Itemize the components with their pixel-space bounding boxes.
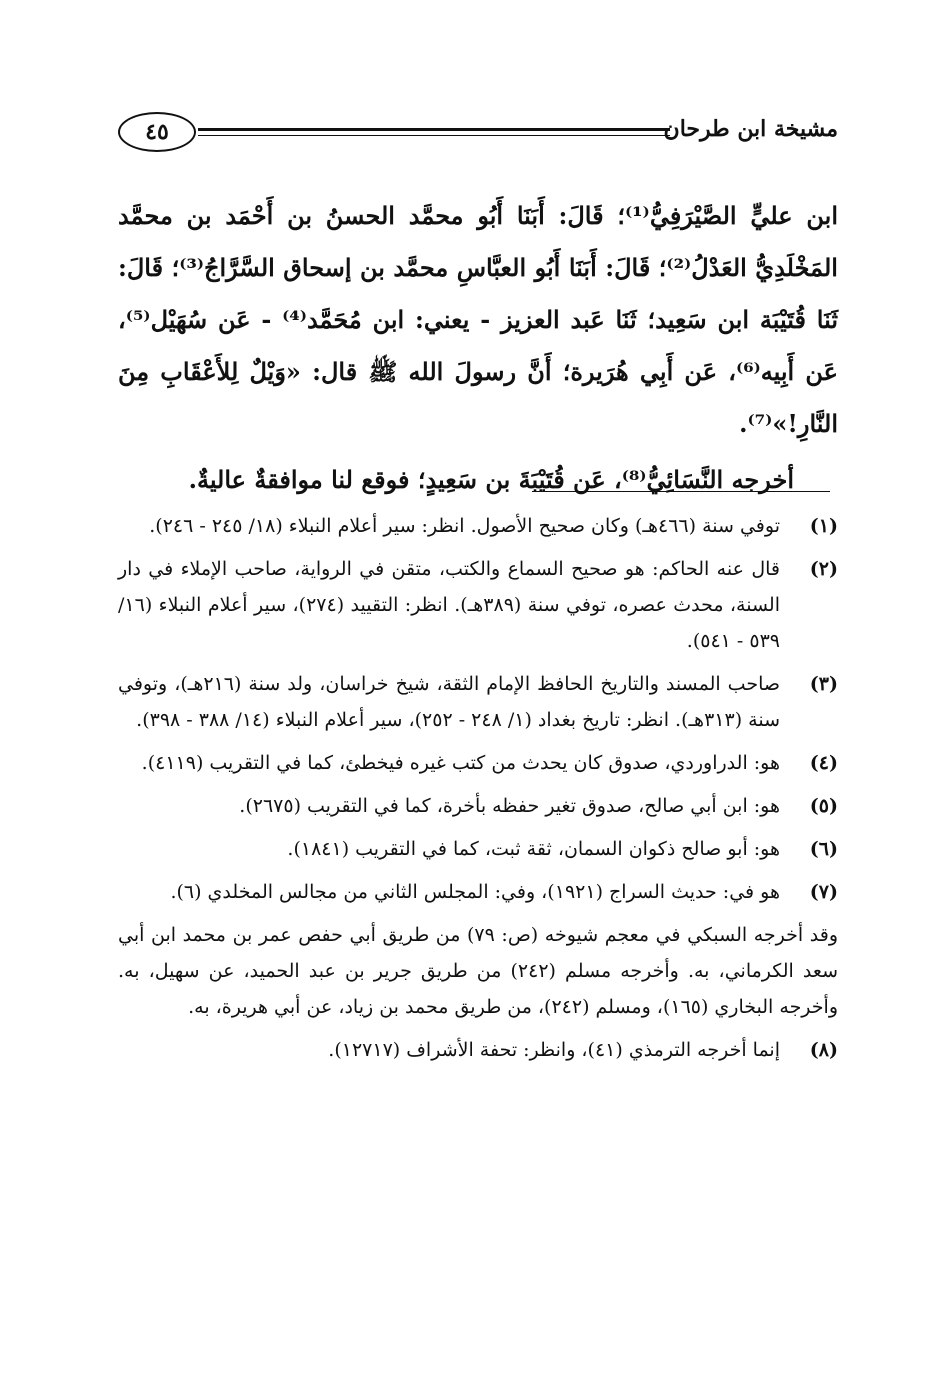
footnote-text: هو: أبو صالح ذكوان السمان، ثقة ثبت، كما في التقريب (١٨٤١). (287, 838, 780, 860)
main-paragraph-1: ابن عليٍّ الصَّيْرَفِيُّ⁽¹⁾؛ قَالَ: أَبَنَا أَبُو محمَّد الحسنُ بن أَحْمَد بن محمَّد المَخْلَدِيُّ العَدْلُ⁽²⁾؛ قَالَ: أَبَنَا أَبُو العبَّاسِ محمَّد بن إسحاق السَّرَّاجُ⁽³⁾؛ قَالَ: ثَنَا قُتَيْبَة ابن سَعِيد؛ ثَنَا عَبد العزيز - يعني: ابن مُحَمَّد⁽⁴⁾ - عَن سُهَيْل⁽⁵⁾، عَن أَبِيه⁽⁶⁾، عَن أَبِي هُرَيرة؛ أَنَّ رسولَ الله ﷺ قال: «وَيْلٌ لِلأَعْقَابِ مِنَ النَّارِ!»⁽⁷⁾. (118, 201, 839, 438)
footnote-6 (118, 831, 838, 867)
footnote-text: توفي سنة (٤٦٦هـ) وكان صحيح الأصول. انظر: سير أعلام النبلاء (١٨/ ٢٤٥ - ٢٤٦). (149, 515, 780, 537)
header-rule-thin (198, 135, 670, 136)
footnote-2 (118, 551, 838, 659)
footnote-1 (118, 508, 838, 544)
page-number-oval: ٤٥ (118, 112, 196, 152)
footnote-text: هو: الدراوردي، صدوق كان يحدث من كتب غيره فيخطئ، كما في التقريب (٤١١٩). (141, 752, 780, 774)
page-header (118, 112, 838, 158)
footnote-number: (٦) (809, 838, 838, 860)
footnote-7-continuation: وقد أخرجه السبكي في معجم شيوخه (ص: ٧٩) من طريق أبي حفص عمر بن محمد ابن أبي سعد الكرماني، به. وأخرجه مسلم (٢٤٢) من طريق جرير بن عبد الحميد، عن سهيل، به. وأخرجه البخاري (١٦٥)، ومسلم (٢٤٢)، من طريق محمد بن زياد، عن أبي هريرة، به. (118, 924, 838, 1018)
footnote-3 (118, 666, 838, 738)
footnote-5 (118, 788, 838, 824)
footnote-8 (118, 1032, 838, 1068)
main-paragraph-2: أخرجه النَّسَائِيُّ⁽⁸⁾، عَن قُتَيْبَةَ بن سَعِيدٍ؛ فوقع لنا موافقةٌ عاليةٌ. (188, 465, 794, 494)
book-title: مشيخة ابن طرحان (663, 116, 838, 142)
footnote-7 (118, 874, 838, 910)
footnote-number: (١) (809, 515, 838, 537)
footnote-number: (٤) (809, 752, 838, 774)
footnote-text: قال عنه الحاكم: هو صحيح السماع والكتب، متقن في الرواية، صاحب الإملاء في دار السنة، محدث عصره، توفي سنة (٣٨٩هـ). انظر: التقييد (٢٧٤)، سير أعلام النبلاء (١٦/ ٥٣٩ - ٥٤١). (118, 558, 780, 652)
footnote-number: (٧) (809, 881, 838, 903)
footnotes (118, 508, 838, 1075)
footnote-text: إنما أخرجه الترمذي (٤١)، وانظر: تحفة الأشراف (١٢٧١٧). (328, 1039, 780, 1061)
footnote-text: صاحب المسند والتاريخ الحافظ الإمام الثقة، شيخ خراسان، ولد سنة (٢١٦هـ)، وتوفي سنة (٣١٣هـ). انظر: تاريخ بغداد (١/ ٢٤٨ - ٢٥٢)، سير أعلام النبلاء (١٤/ ٣٨٨ - ٣٩٨). (118, 673, 780, 731)
footnote-number: (٥) (809, 795, 838, 817)
footnote-number: (٢) (809, 558, 838, 580)
footnote-number: (٨) (809, 1039, 838, 1061)
main-text (118, 190, 838, 506)
footnote-text: هو: ابن أبي صالح، صدوق تغير حفظه بأخرة، كما في التقريب (٢٦٧٥). (239, 795, 780, 817)
footnote-4 (118, 745, 838, 781)
footnote-text: هو في: حديث السراج (١٩٢١)، وفي: المجلس الثاني من مجالس المخلدي (٦). (170, 881, 780, 903)
header-rule-thick (198, 128, 670, 131)
footnote-number: (٣) (809, 673, 838, 695)
footnote-separator (532, 491, 830, 492)
